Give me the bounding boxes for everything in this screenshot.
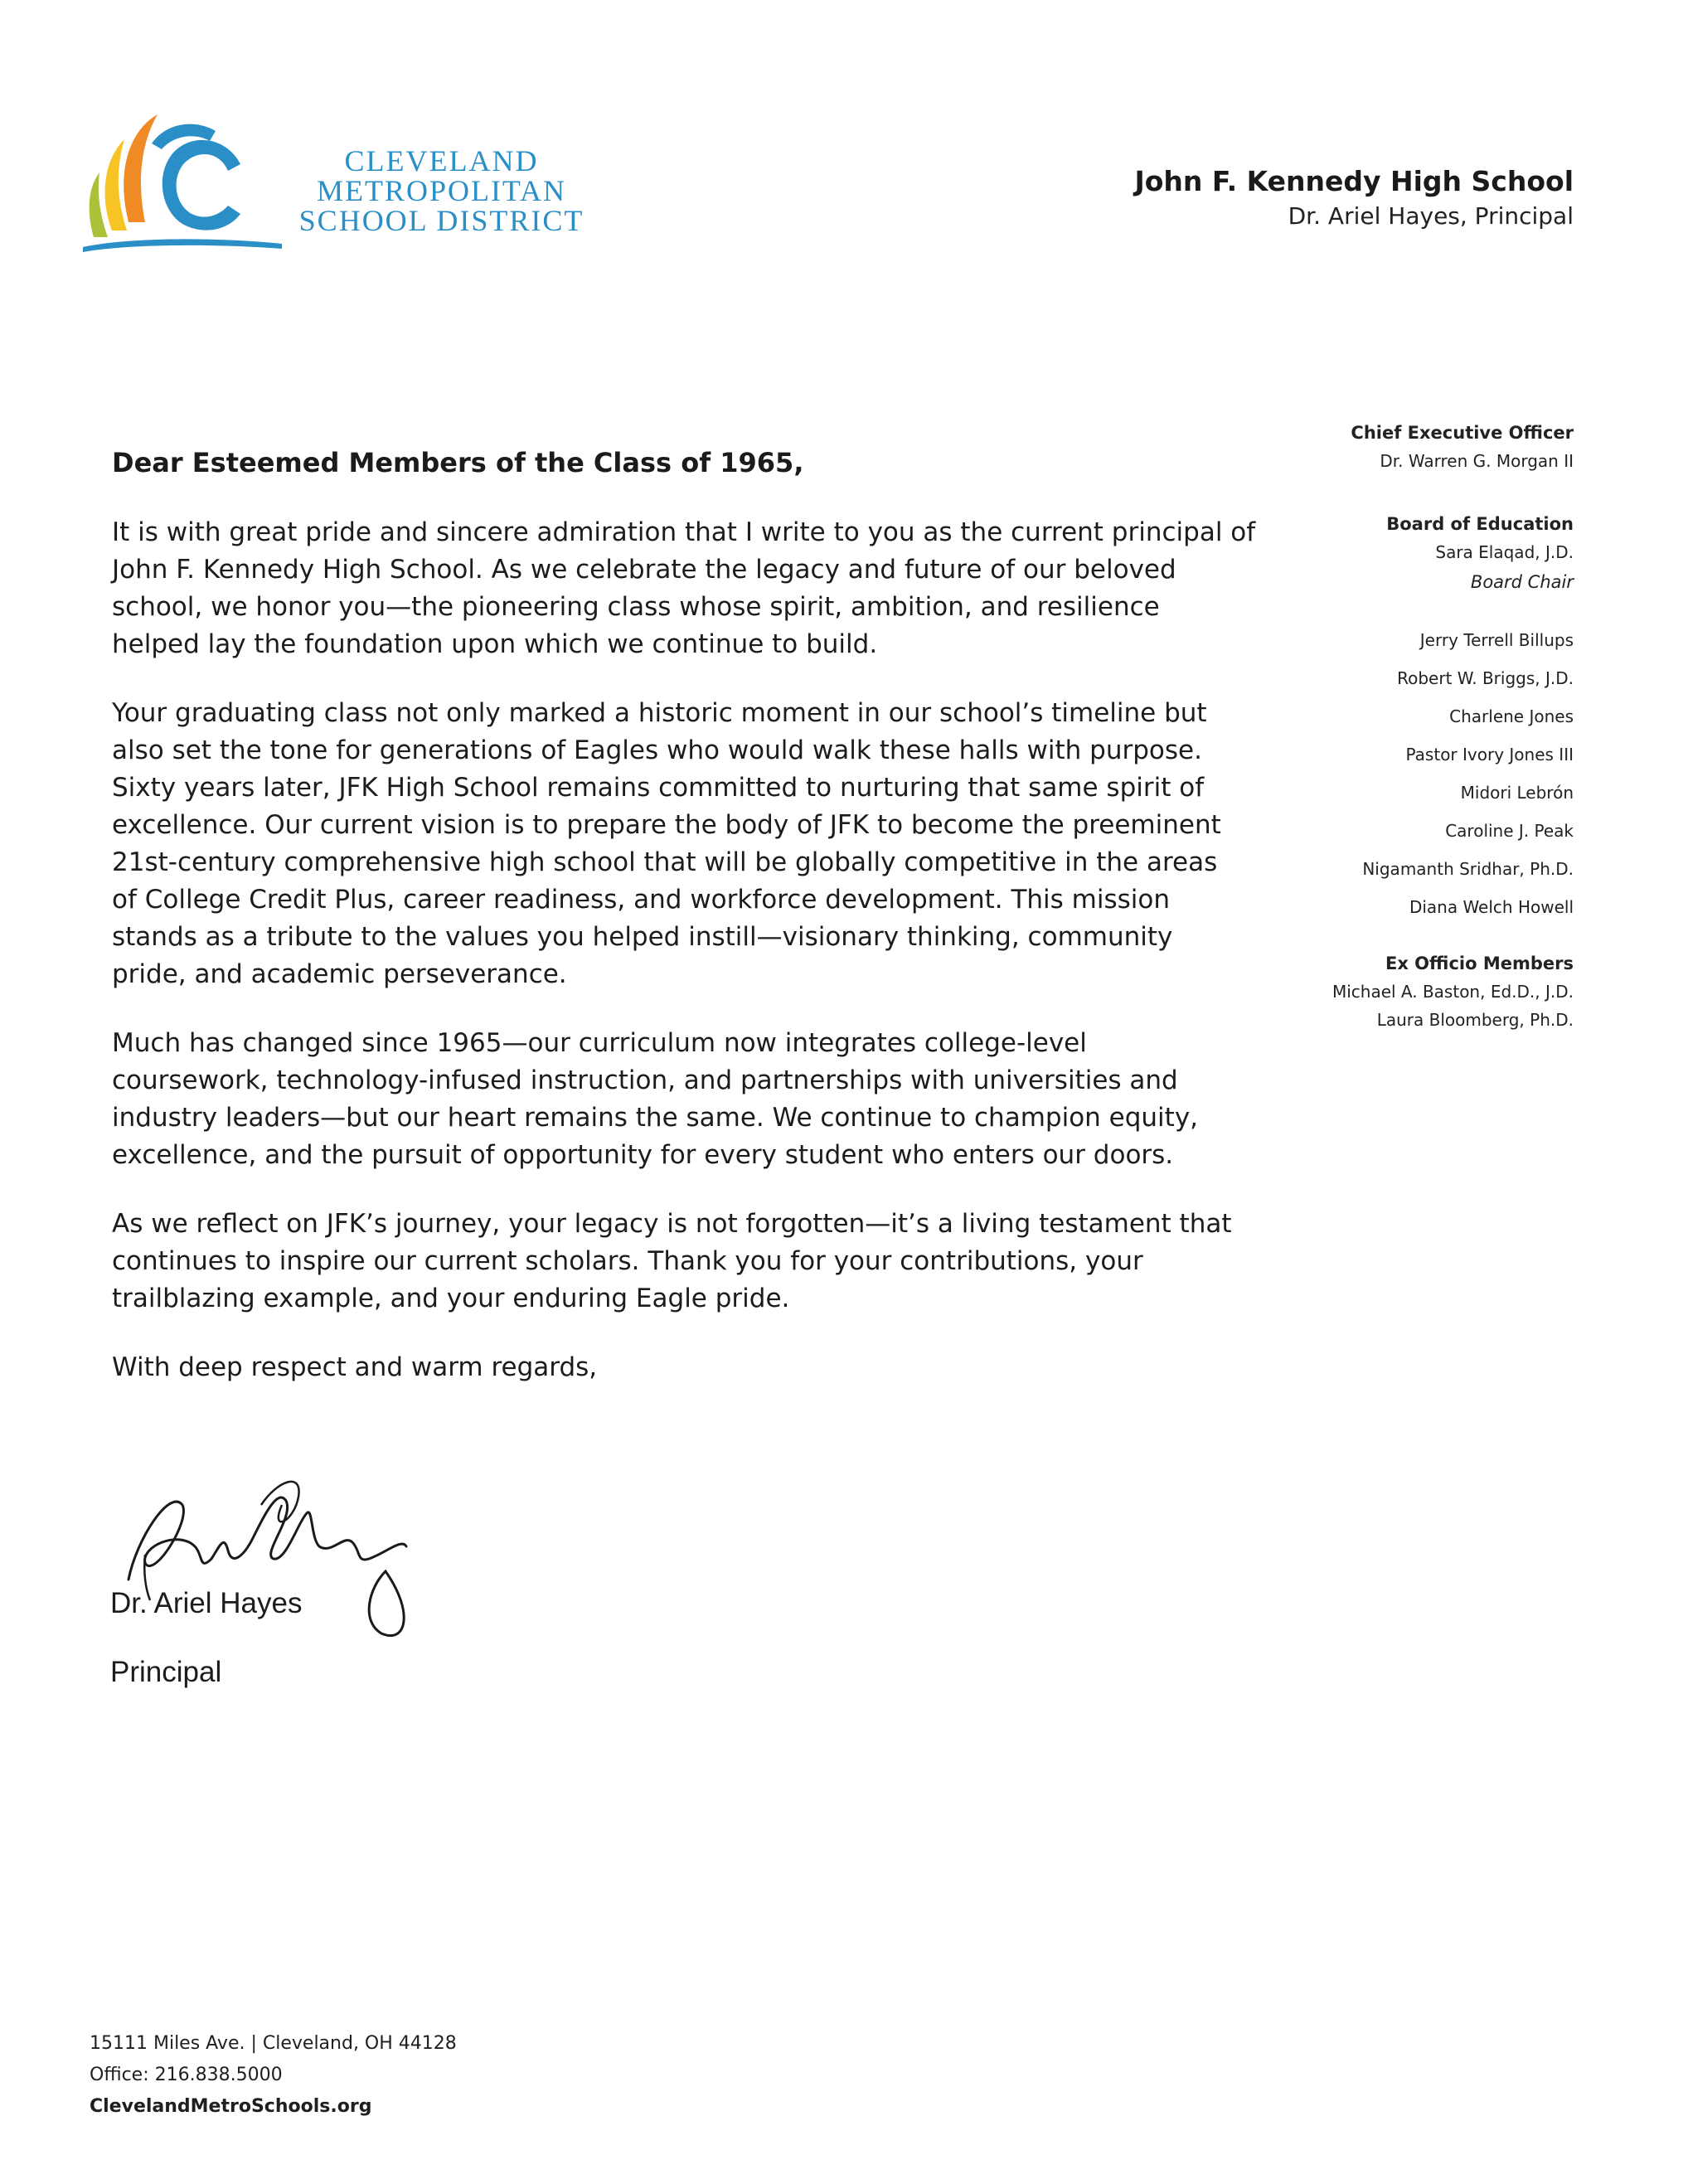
board-member: Caroline J. Peak [1445, 821, 1574, 841]
paragraph-line: trailblazing example, and your enduring Eagle pride. [112, 1284, 790, 1313]
paragraph-line: excellence, and the pursuit of opportunity for every student who enters our doors. [112, 1140, 1174, 1170]
paragraph-line: John F. Kennedy High School. As we celebrate the legacy and future of our beloved [112, 555, 1176, 585]
logo-line-3: SCHOOL DISTRICT [298, 204, 584, 237]
paragraph-line: also set the tone for generations of Eagles who would walk these halls with purpose. [112, 735, 1202, 765]
board-member: Diana Welch Howell [1409, 897, 1574, 917]
paragraph-line: coursework, technology-infused instruction, and partnerships with universities and [112, 1065, 1178, 1095]
paragraph-line: 21st-century comprehensive high school that will be globally competitive in the areas [112, 847, 1218, 877]
ceo-heading: Chief Executive Officer [1351, 423, 1574, 443]
logo-mark-icon [79, 106, 286, 260]
paragraph-line: Sixty years later, JFK High School remains committed to nurturing that same spirit of [112, 773, 1205, 803]
ex-officio-member: Laura Bloomberg, Ph.D. [1376, 1010, 1574, 1030]
board-member: Nigamanth Sridhar, Ph.D. [1362, 859, 1574, 879]
salutation: Dear Esteemed Members of the Class of 1965, [112, 447, 804, 478]
board-chair-name: Sara Elaqad, J.D. [1435, 542, 1574, 562]
closing: With deep respect and warm regards, [112, 1352, 598, 1382]
board-member: Midori Lebrón [1460, 783, 1574, 803]
ex-officio-member: Michael A. Baston, Ed.D., J.D. [1331, 982, 1574, 1002]
signer-title: Principal [110, 1656, 222, 1688]
board-heading: Board of Education [1386, 514, 1574, 534]
paragraph-line: of College Credit Plus, career readiness, and workforce development. This mission [112, 885, 1170, 915]
board-chair-role: Board Chair [1470, 572, 1574, 592]
paragraph-line: As we reflect on JFK’s journey, your legacy is not forgotten—it’s a living testament that [112, 1209, 1232, 1239]
footer-contact [90, 2028, 457, 2123]
board-member: Robert W. Briggs, J.D. [1397, 668, 1574, 688]
footer-office-phone: Office: 216.838.5000 [90, 2065, 283, 2085]
paragraph-line: Your graduating class not only marked a historic moment in our school’s timeline but [112, 698, 1207, 728]
school-name: John F. Kennedy High School [1134, 165, 1574, 197]
ceo-name: Dr. Warren G. Morgan II [1380, 451, 1574, 471]
paragraph-line: stands as a tribute to the values you helped instill—visionary thinking, community [112, 922, 1173, 952]
paragraph-line: Much has changed since 1965—our curriculum now integrates college-level [112, 1028, 1087, 1058]
school-header [1134, 163, 1574, 233]
ex-officio-heading: Ex Officio Members [1385, 954, 1574, 973]
paragraph-3 [112, 1025, 1273, 1174]
paragraph-line: continues to inspire our current scholars. Thank you for your contributions, your [112, 1246, 1143, 1276]
paragraph-1 [112, 514, 1273, 663]
district-leadership-sidebar [1225, 419, 1574, 1034]
board-member: Pastor Ivory Jones III [1405, 745, 1574, 764]
paragraph-2 [112, 695, 1273, 993]
board-member: Charlene Jones [1449, 706, 1574, 726]
principal-line: Dr. Ariel Hayes, Principal [1288, 202, 1574, 230]
paragraph-line: It is with great pride and sincere admiration that I write to you as the current principal of [112, 517, 1256, 547]
letter-body [112, 444, 1273, 1386]
footer-website-link[interactable]: ClevelandMetroSchools.org [90, 2096, 372, 2117]
paragraph-line: school, we honor you—the pioneering class whose spirit, ambition, and resilience [112, 592, 1160, 622]
paragraph-line: pride, and academic perseverance. [112, 959, 567, 989]
paragraph-4 [112, 1206, 1273, 1318]
footer-address: 15111 Miles Ave. | Cleveland, OH 44128 [90, 2033, 457, 2054]
signer-name: Dr. Ariel Hayes [110, 1587, 303, 1619]
logo-line-1: CLEVELAND [344, 144, 539, 177]
logo-line-2: METROPOLITAN [316, 174, 567, 207]
logo-wordmark [282, 146, 601, 235]
paragraph-line: excellence. Our current vision is to prepare the body of JFK to become the preeminent [112, 810, 1221, 840]
district-logo [79, 106, 609, 260]
paragraph-line: industry leaders—but our heart remains the same. We continue to champion equity, [112, 1103, 1199, 1133]
board-member: Jerry Terrell Billups [1419, 630, 1574, 650]
paragraph-line: helped lay the foundation upon which we continue to build. [112, 629, 878, 659]
